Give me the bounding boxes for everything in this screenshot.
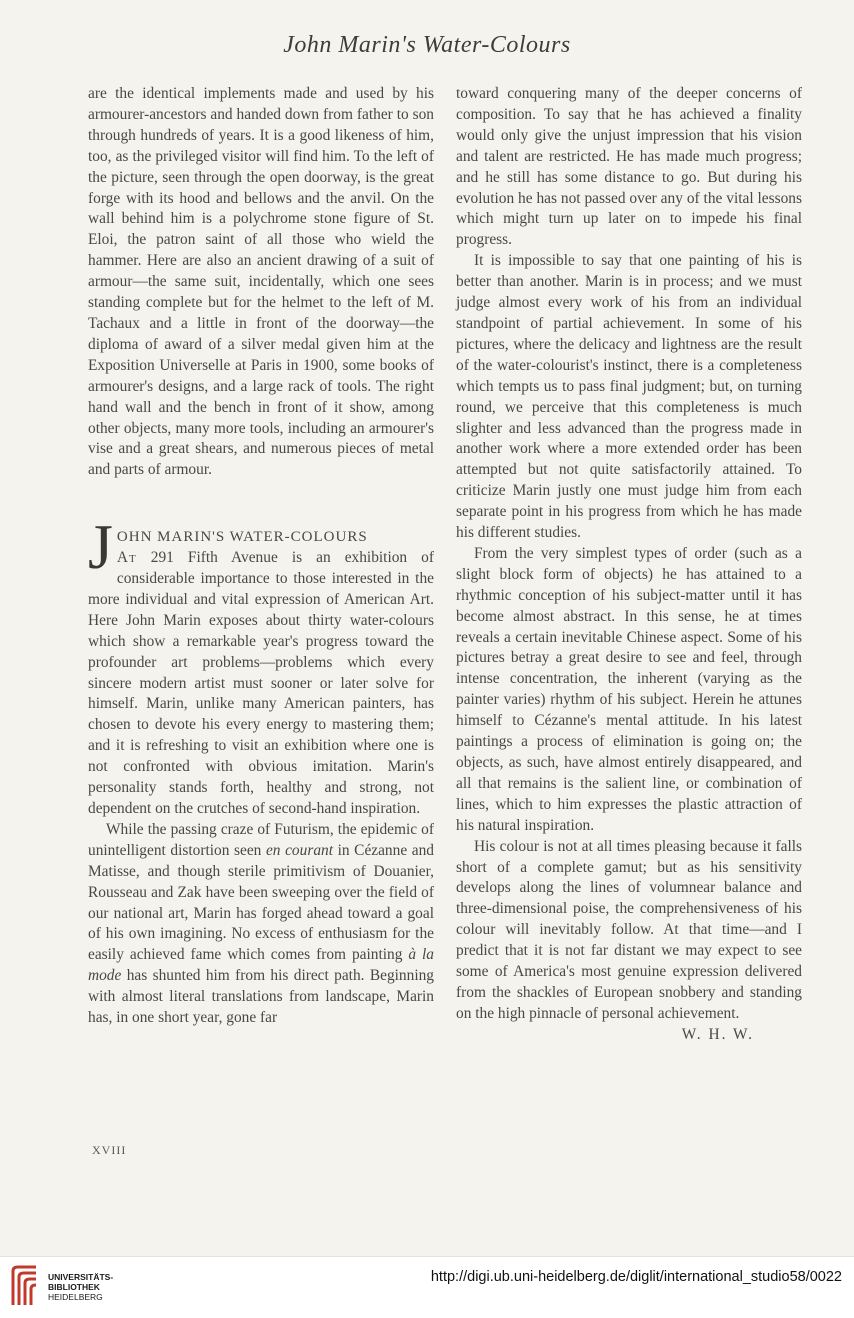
para3-text-b: in Cézanne and Matisse, and though sterile primitivism of Douanier, Rousseau and Zak have been sweeping over the field of our national art, Marin has forged ahead toward a goal of his own imagining. No excess of enthusiasm for the easily achieved fame which comes from painting [88, 841, 434, 964]
running-head: John Marin's Water-Colours [283, 32, 571, 58]
lead-word: At [116, 549, 137, 567]
drop-cap: J [88, 511, 113, 583]
library-footer [0, 1256, 854, 1318]
source-url-link[interactable]: http://digi.ub.uni-heidelberg.de/diglit/international_studio58/0022 [430, 1269, 842, 1285]
para3-italic-1: en courant [265, 841, 333, 859]
right-paragraph-2: It is impossible to say that one painting of his is better than another. Marin is in process; and we must judge almost every work of his from an individual standpoint of partial achievement. In some of his pictures, where the delicacy and lightness are the result of the water-colourist's instinct, there is a completeness which tempts us to pass final judgment; but, on turning round, we perceive that this completeness is much slighter and less advanced than the progress made in another work where a more extended order has been attempted but not quite satisfactorily attained. To criticize Marin justly one must judge him from each separate point in his progress from which he has made his different studies. [456, 252, 802, 542]
article-heading: OHN MARIN'S WATER-COLOURS [116, 529, 368, 546]
article-heading-block [88, 511, 434, 820]
para3-italic-2: à la mode [88, 946, 434, 985]
left-column [88, 84, 434, 1029]
right-paragraph-1: toward conquering many of the deeper concerns of composition. To say that he has achieved a finality would only give the unjust impression that his vision and talent are restricted. He has made much progress; and he still has some distance to go. But during his evolution he has not passed over any of the vital lessons which might turn up later on to impede his final progress. [456, 85, 802, 249]
left-paragraph-2 [88, 548, 434, 820]
right-paragraph-3: From the very simplest types of order (such as a slight block form of objects) he has attained to a rhythmic conception of his subject-matter until it has become almost abstract. In this sense, he at times reveals a certain inevitable Chinese aspect. Some of his pictures betray a great desire to see and feel, through intense concentration, the inherent (varying as the painter varies) rhythm of his subject. Herein he attunes himself to Cézanne's mental attitude. In his latest paintings a process of elimination is going on; the objects, as such, have almost entirely disappeared, and all that remains is the salient line, or combination of lines, which to him expresses the plastic attraction of his natural inspiration. [456, 544, 802, 834]
right-column [456, 84, 802, 1046]
library-logo-icon [10, 1265, 40, 1309]
library-line-2: BIBLIOTHEK [48, 1282, 100, 1292]
left-paragraph-1: are the identical implements made and used by his armourer-ancestors and handed down from father to son through hundreds of years. It is a good likeness of him, too, as the privileged visitor will find him. To the left of the picture, seen through the open doorway, is the great forge with its hood and bellows and the anvil. On the wall behind him is a polychrome stone figure of St. Eloi, the patron saint of all those who wield the hammer. Here are also an ancient drawing of a suit of armour—the same suit, incidentally, which one sees standing complete but for the helmet to the left of M. Tachaux and a little in front of the doorway—the diploma of award of a silver medal given him at the Exposition Universelle at Paris in 1900, some books of armourer's designs, and a large rack of tools. The right hand wall and the bench in front of it show, among other objects, many more tools, including an armourer's vise and a great shears, and numerous pieces of metal and parts of armour. [88, 85, 434, 479]
library-line-1: UNIVERSITÄTS- [48, 1272, 114, 1282]
left-paragraph-2-text: 291 Fifth Avenue is an exhibition of considerable importance to those interested in the more individual and vital expression of American Art. Here John Marin exposes about thirty water-colours which show a remarkable year's progress toward the profounder art problems—problems which every sincere modern artist must sooner or later solve for himself. Marin, unlike many American painters, has chosen to devote his every energy to mastering them; and it is refreshing to visit an exhibition where one is not confronted with obvious imitation. Marin's personality stands forth, healthy and strong, not dependent on the crutches of second-hand inspiration. [88, 549, 434, 817]
para3-text-a: While the passing craze of Futurism, the epidemic of unintelligent distortion seen [88, 820, 434, 859]
library-name [48, 1272, 113, 1302]
library-line-3: HEIDELBERG [48, 1292, 103, 1302]
page-number: XVIII [92, 1143, 127, 1157]
right-paragraph-4: His colour is not at all times pleasing because it falls short of a complete gamut; but as his sensitivity develops along the lines of volumnear balance and three-dimensional poise, the comprehensiveness of his colour will inevitably follow. At that time—and I predict that it is not far distant we may expect to see some of America's most genuine expression delivered from the shackles of European snobbery and standing on the high pinnacle of personal achievement. [456, 837, 802, 1022]
signature: W. H. W. [681, 1025, 754, 1043]
left-paragraph-3 [88, 820, 434, 1029]
para3-text-c: has shunted him from his direct path. Beginning with almost literal translations from landscape, Marin has, in one short year, gone far [88, 967, 434, 1027]
